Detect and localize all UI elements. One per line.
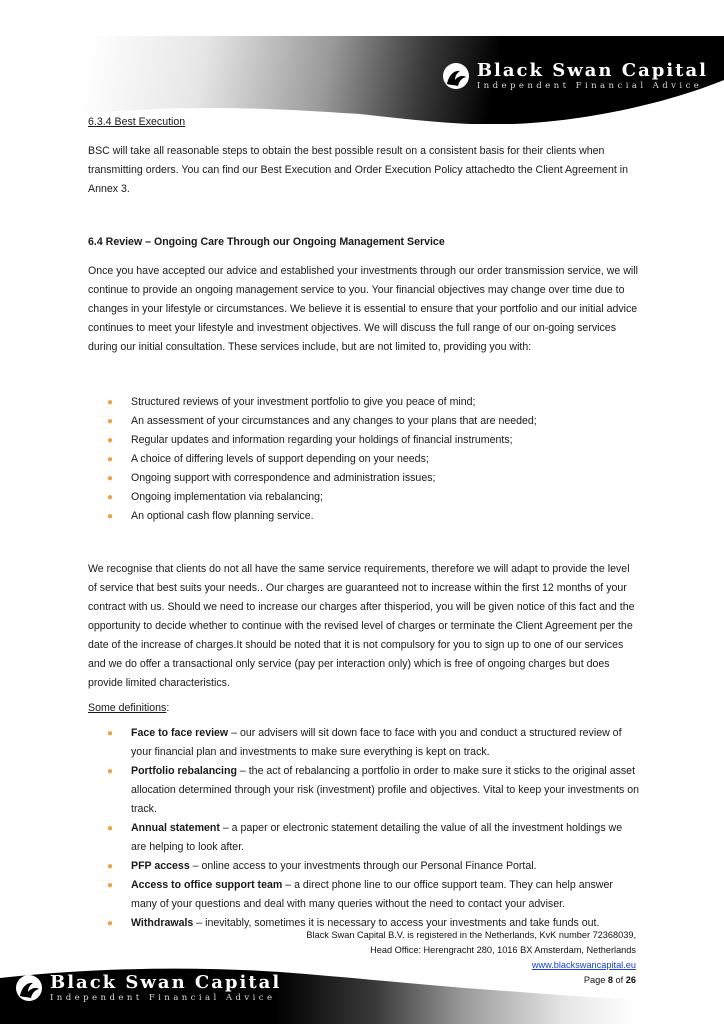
bullet-dot: ● (107, 397, 114, 408)
bullet-dot: ● (107, 861, 114, 872)
list-item: ● An optional cash flow planning service. (131, 507, 640, 526)
review-intro-paragraph: Once you have accepted our advice and established your investments through our order transmission service, we will continue to provide an ongoing management service to you. Your financial objectives may change over time due to changes in your lifestyle or circumstances. We believe it is essential to ensure that your portfolio and our initial advice continues to meet your lifestyle and investment objectives. We will discuss the full range of our on-going services during our initial consultation. These services include, but are not limited to, providing you with: (88, 265, 638, 353)
footer-address: Head Office: Herengracht 280, 1016 BX Amsterdam, Netherlands (370, 945, 636, 955)
list-item: ● Structured reviews of your investment portfolio to give you peace of mind; (131, 393, 640, 412)
footer-logo (14, 974, 281, 1003)
list-item: ● Access to office support team – a direct phone line to our office support team. They can help answer many of your questions and deal with many queries without the need to contact your adviser. (131, 876, 640, 914)
best-execution-paragraph: BSC will take all reasonable steps to obtain the best possible result on a consistent basis for their clients when transmitting orders. You can find our Best Execution and Order Execution Policy attachedto the Client Agreement in Annex 3. (88, 145, 629, 195)
bullet-dot: ● (107, 435, 114, 446)
list-item: ● Annual statement – a paper or electronic statement detailing the value of all the investment holdings we are helping to look after. (131, 819, 640, 857)
bullet-dot: ● (107, 823, 114, 834)
bullet-dot: ● (107, 880, 114, 891)
bullet-dot: ● (107, 511, 114, 522)
list-item: ● Portfolio rebalancing – the act of rebalancing a portfolio in order to make sure it sticks to the original asset allocation determined through your risk (investment) profile and objectives. Vital to keep your investments on track. (131, 762, 640, 819)
website-link[interactable]: www.blackswancapital.eu (531, 960, 636, 970)
document-body (88, 113, 640, 933)
services-list (88, 393, 640, 526)
brand-name: Black Swan Capital (476, 60, 708, 81)
swan-icon (441, 62, 471, 90)
swan-icon (14, 974, 44, 1002)
footer-registration: Black Swan Capital B.V. is registered in the Netherlands, KvK number 72368039, (306, 930, 636, 940)
list-item: ● Withdrawals – inevitably, sometimes it is necessary to access your investments and take funds out. (131, 914, 640, 933)
bullet-dot: ● (107, 473, 114, 484)
section-heading-best-execution: 6.3.4 Best Execution (88, 116, 186, 128)
header-logo (441, 62, 708, 91)
list-item: ● PFP access – online access to your investments through our Personal Finance Portal. (131, 857, 640, 876)
bullet-dot: ● (107, 416, 114, 427)
page-number: Page 8 of 26 (583, 975, 636, 985)
definitions-list (88, 724, 640, 933)
bullet-dot: ● (107, 728, 114, 739)
charges-paragraph: We recognise that clients do not all have the same service requirements, therefore we will adapt to provide the level of service that best suits your needs.. Our charges are guaranteed not to increase within the first 12 months of your contract with us. Should we need to increase our charges after thisperiod, you will be given notice of this fact and the opportunity to decide whether to continue with the revised level of charges or terminate the Client Agreement per the date of the increase of charges.It should be noted that it is not compulsory for you to sign up to one of our services and we do offer a transactional only service (pay per interaction only) which is free of ongoing charges but does provide limited characteristics. (88, 563, 635, 689)
list-item: ● Ongoing support with correspondence and administration issues; (131, 469, 640, 488)
definitions-heading: Some definitions: (88, 702, 170, 714)
section-heading-review: 6.4 Review – Ongoing Care Through our Ongoing Management Service (88, 236, 445, 248)
list-item: ● Regular updates and information regarding your holdings of financial instruments; (131, 431, 640, 450)
bullet-dot: ● (107, 918, 114, 929)
list-item: ● A choice of differing levels of support depending on your needs; (131, 450, 640, 469)
list-item: ● An assessment of your circumstances and any changes to your plans that are needed; (131, 412, 640, 431)
brand-tagline: Independent Financial Advice (50, 993, 276, 1003)
bullet-dot: ● (107, 766, 114, 777)
bullet-dot: ● (107, 454, 114, 465)
list-item: ● Ongoing implementation via rebalancing; (131, 488, 640, 507)
brand-tagline: Independent Financial Advice (476, 81, 703, 91)
brand-name: Black Swan Capital (50, 972, 282, 993)
list-item: ● Face to face review – our advisers will sit down face to face with you and conduct a structured review of your financial plan and investments to make sure everything is kept on track. (131, 724, 640, 762)
bullet-dot: ● (107, 492, 114, 503)
